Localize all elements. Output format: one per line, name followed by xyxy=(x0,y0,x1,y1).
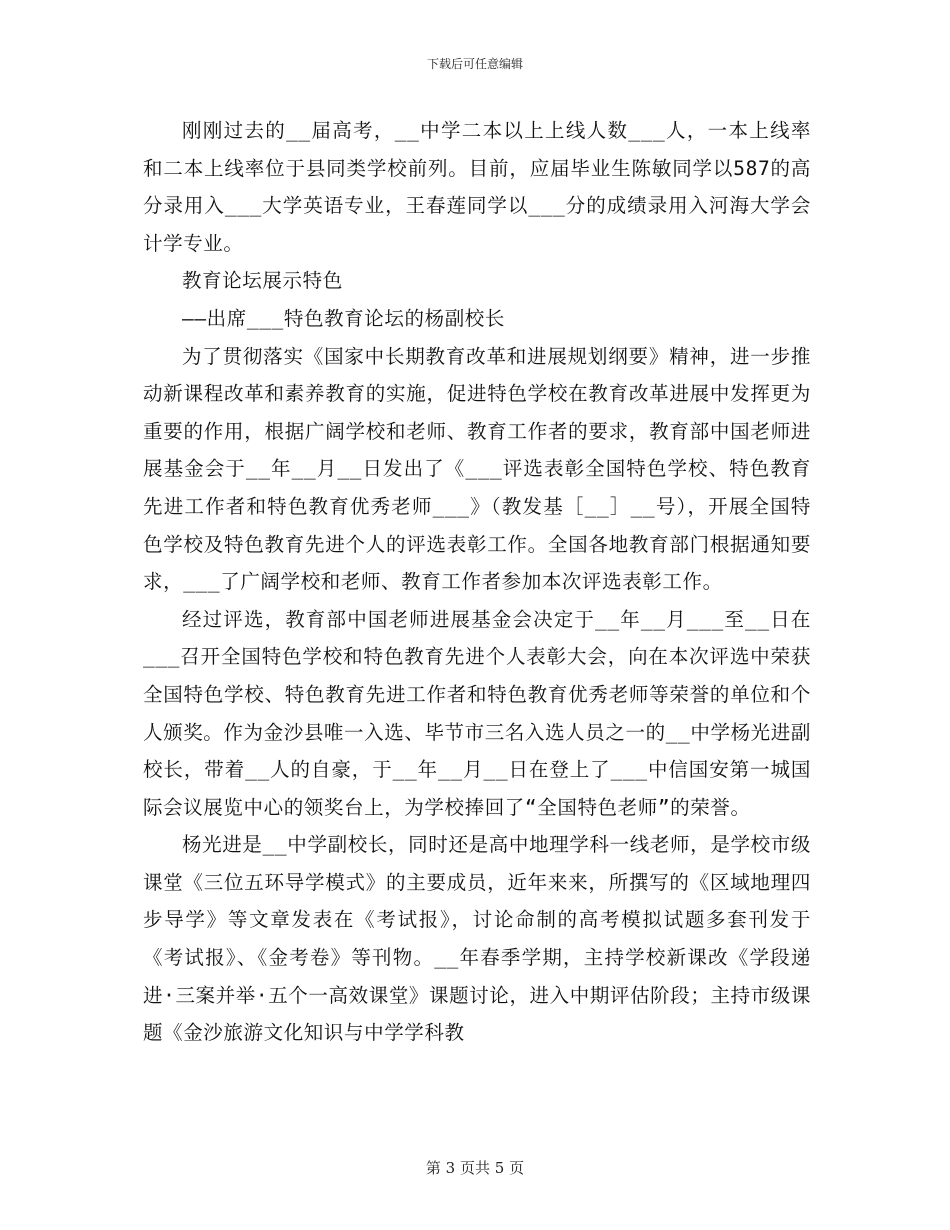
section-subtitle: ——出席___特色教育论坛的杨副校长 xyxy=(182,306,505,330)
page-footer: 第 3 页共 5 页 xyxy=(425,1159,525,1177)
paragraph-award: 经过评选，教育部中国老师进展基金会决定于__年__月___至__日在___召开全国特色学校和特色教育先进个人表彰大会，向在本次评选中荣获全国特色学校、特色教育先进工作者和特色教育优秀老师等荣誉的单位和个人颁奖。作为金沙县唯一入选、毕节市三名入选人员之一的__中学杨光进副校长，带着__人的自豪，于__年__月__日在登上了___中信国安第一城国际会议展览中心的领奖台上，为学校捧回了“全国特色老师”的荣誉。 xyxy=(143,607,811,819)
document-body xyxy=(143,112,811,1052)
paragraph-policy: 为了贯彻落实《国家中长期教育改革和进展规划纲要》精神，进一步推动新课程改革和素养教育的实施，促进特色学校在教育改革进展中发挥更为重要的作用，根据广阔学校和老师、教育工作者的要求，教育部中国老师进展基金会于__年__月__日发出了《___评选表彰全国特色学校、特色教育先进工作者和特色教育优秀老师___》（教发基［__］__号），开展全国特色学校及特色教育先进个人的评选表彰工作。全国各地教育部门根据通知要求，___了广阔学校和老师、教育工作者参加本次评选表彰工作。 xyxy=(143,344,811,594)
page-header: 下载后可任意编辑 xyxy=(426,57,523,71)
paragraph-exam-results: 刚刚过去的__届高考，__中学二本以上上线人数___人，一本上线率和二本上线率位于县同类学校前列。目前，应届毕业生陈敏同学以587的高分录用入___大学英语专业，王春莲同学以___分的成绩录用入河海大学会计学专业。 xyxy=(143,119,811,255)
paragraph-profile: 杨光进是__中学副校长，同时还是高中地理学科一线老师，是学校市级课堂《三位五环导学模式》的主要成员，近年来来，所撰写的《区域地理四步导学》等文章发表在《考试报》，讨论命制的高考模拟试题多套刊发于《考试报》、《金考卷》等刊物。__年春季学期，主持学校新课改《学段递进·三案并举·五个一高效课堂》课题讨论，进入中期评估阶段；主持市级课题《金沙旅游文化知识与中学学科教 xyxy=(143,833,811,1045)
section-title: 教育论坛展示特色 xyxy=(182,269,343,293)
